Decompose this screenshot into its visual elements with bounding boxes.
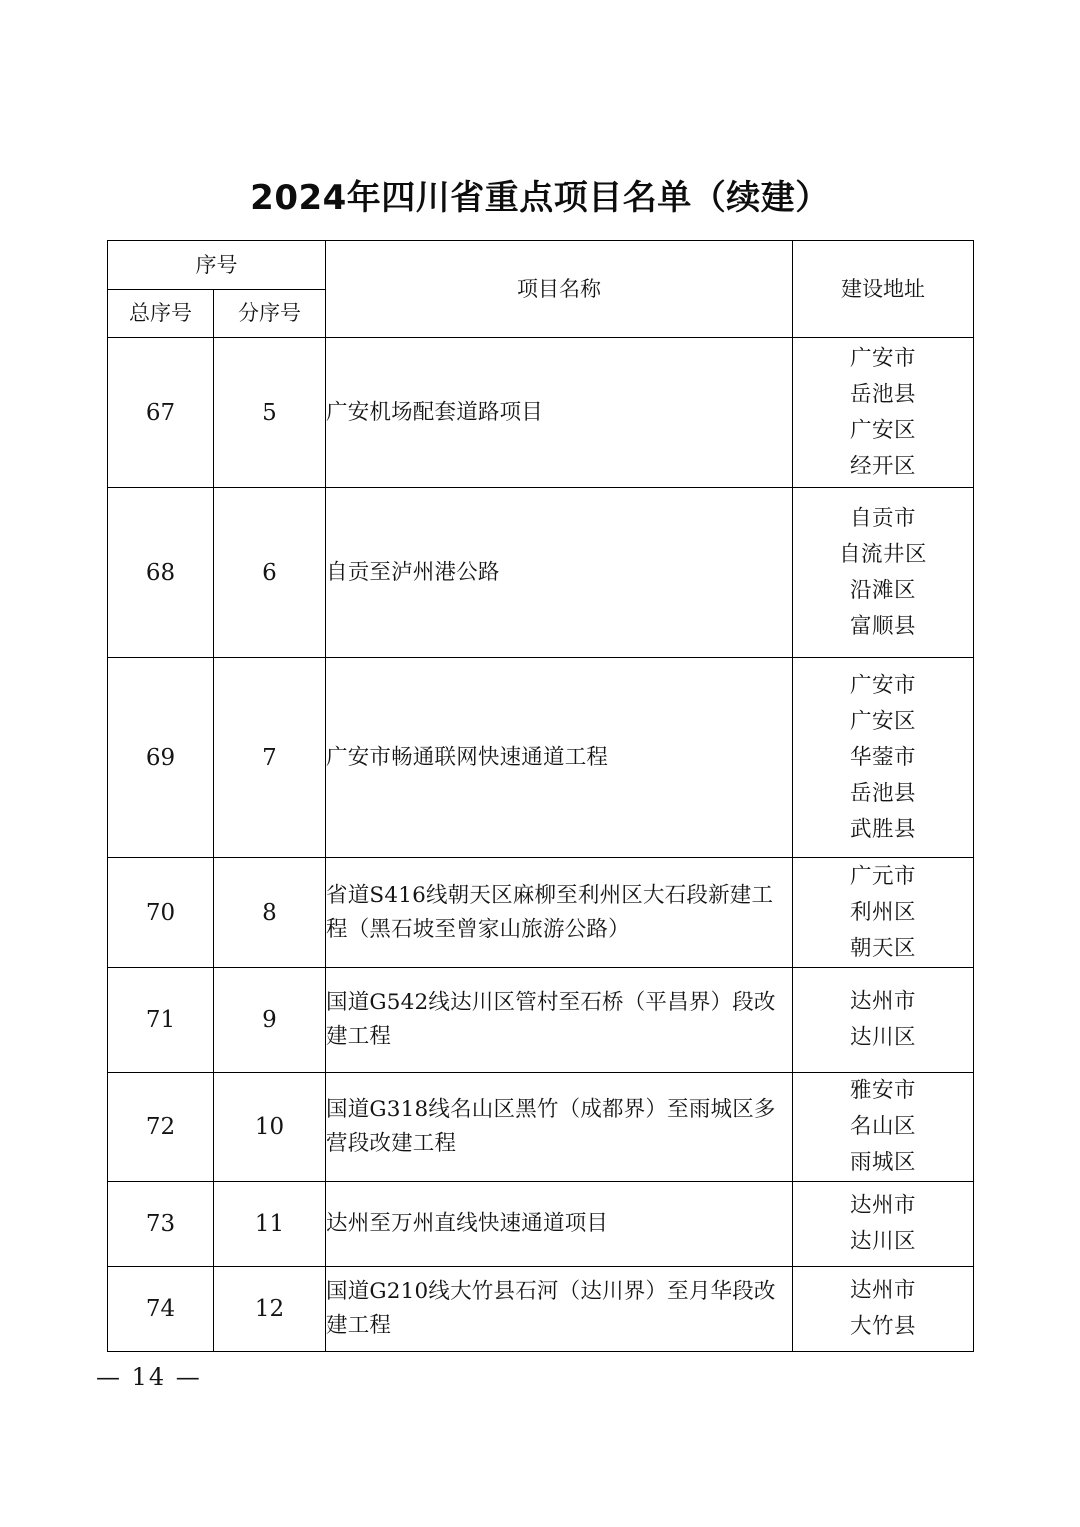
- table-row: [108, 488, 974, 658]
- address-line: 广安区: [849, 417, 916, 443]
- cell-build-address: [793, 968, 974, 1073]
- address-line: 广安区: [849, 708, 916, 734]
- cell-sub-index: 10: [214, 1073, 326, 1182]
- table-row: [108, 968, 974, 1073]
- cell-sub-index: 12: [214, 1267, 326, 1352]
- table-row: [108, 338, 974, 488]
- cell-sub-index: 7: [214, 658, 326, 858]
- table-row: [108, 1182, 974, 1267]
- address-line: 经开区: [849, 453, 916, 479]
- cell-build-address: [793, 1267, 974, 1352]
- table-body: [108, 338, 974, 1352]
- column-header-project-name: 项目名称: [326, 241, 793, 338]
- cell-total-index: 68: [108, 488, 214, 658]
- column-header-total-index: 总序号: [108, 290, 214, 338]
- address-line: 达川区: [849, 1025, 916, 1050]
- cell-build-address: [793, 1182, 974, 1267]
- address-line: 达州市: [849, 1193, 916, 1218]
- cell-sub-index: 6: [214, 488, 326, 658]
- cell-project-name: 自贡至泸州港公路: [326, 488, 793, 658]
- address-line: 利州区: [849, 899, 916, 925]
- table-row: [108, 1267, 974, 1352]
- cell-total-index: 67: [108, 338, 214, 488]
- column-header-build-address: 建设地址: [793, 241, 974, 338]
- address-line: 华蓥市: [849, 744, 916, 770]
- address-line: 武胜县: [849, 816, 916, 842]
- cell-project-name: 达州至万州直线快速通道项目: [326, 1182, 793, 1267]
- table-row: [108, 1073, 974, 1182]
- cell-total-index: 69: [108, 658, 214, 858]
- column-header-index-group: 序号: [108, 241, 326, 290]
- address-line: 沿滩区: [849, 577, 916, 603]
- cell-sub-index: 11: [214, 1182, 326, 1267]
- table-header-row-group: [108, 241, 974, 290]
- column-header-sub-index: 分序号: [214, 290, 326, 338]
- cell-sub-index: 9: [214, 968, 326, 1073]
- address-line: 朝天区: [849, 935, 916, 961]
- cell-total-index: 73: [108, 1182, 214, 1267]
- address-line: 达川区: [849, 1229, 916, 1254]
- table-header: [108, 241, 974, 338]
- address-line: 名山区: [849, 1114, 916, 1139]
- cell-build-address: [793, 858, 974, 968]
- cell-build-address: [793, 1073, 974, 1182]
- address-line: 富顺县: [849, 613, 916, 639]
- page-title: 2024年四川省重点项目名单（续建）: [250, 178, 830, 218]
- cell-total-index: 71: [108, 968, 214, 1073]
- address-line: 岳池县: [849, 381, 916, 407]
- address-line: 达州市: [849, 1278, 916, 1303]
- address-line: 广安市: [849, 345, 916, 371]
- cell-project-name: 国道G210线大竹县石河（达川界）至月华段改建工程: [326, 1267, 793, 1352]
- table-row: [108, 658, 974, 858]
- address-line: 自流井区: [838, 541, 927, 567]
- cell-project-name: 广安市畅通联网快速通道工程: [326, 658, 793, 858]
- cell-project-name: 国道G542线达川区管村至石桥（平昌界）段改建工程: [326, 968, 793, 1073]
- cell-build-address: [793, 658, 974, 858]
- table-row: [108, 858, 974, 968]
- cell-sub-index: 8: [214, 858, 326, 968]
- cell-total-index: 72: [108, 1073, 214, 1182]
- page-number-footer: — 14 —: [96, 1363, 202, 1391]
- cell-build-address: [793, 338, 974, 488]
- cell-project-name: 国道G318线名山区黑竹（成都界）至雨城区多营段改建工程: [326, 1073, 793, 1182]
- cell-project-name: 省道S416线朝天区麻柳至利州区大石段新建工程（黑石坡至曾家山旅游公路）: [326, 858, 793, 968]
- address-line: 自贡市: [849, 505, 916, 531]
- project-table-container: [107, 240, 973, 1352]
- address-line: 广安市: [849, 672, 916, 698]
- address-line: 雅安市: [849, 1078, 916, 1103]
- cell-sub-index: 5: [214, 338, 326, 488]
- address-line: 大竹县: [849, 1314, 916, 1339]
- address-line: 广元市: [849, 863, 916, 889]
- project-table: [107, 240, 974, 1352]
- address-line: 雨城区: [849, 1150, 916, 1175]
- cell-build-address: [793, 488, 974, 658]
- cell-total-index: 74: [108, 1267, 214, 1352]
- cell-project-name: 广安机场配套道路项目: [326, 338, 793, 488]
- address-line: 达州市: [849, 989, 916, 1014]
- cell-total-index: 70: [108, 858, 214, 968]
- address-line: 岳池县: [849, 780, 916, 806]
